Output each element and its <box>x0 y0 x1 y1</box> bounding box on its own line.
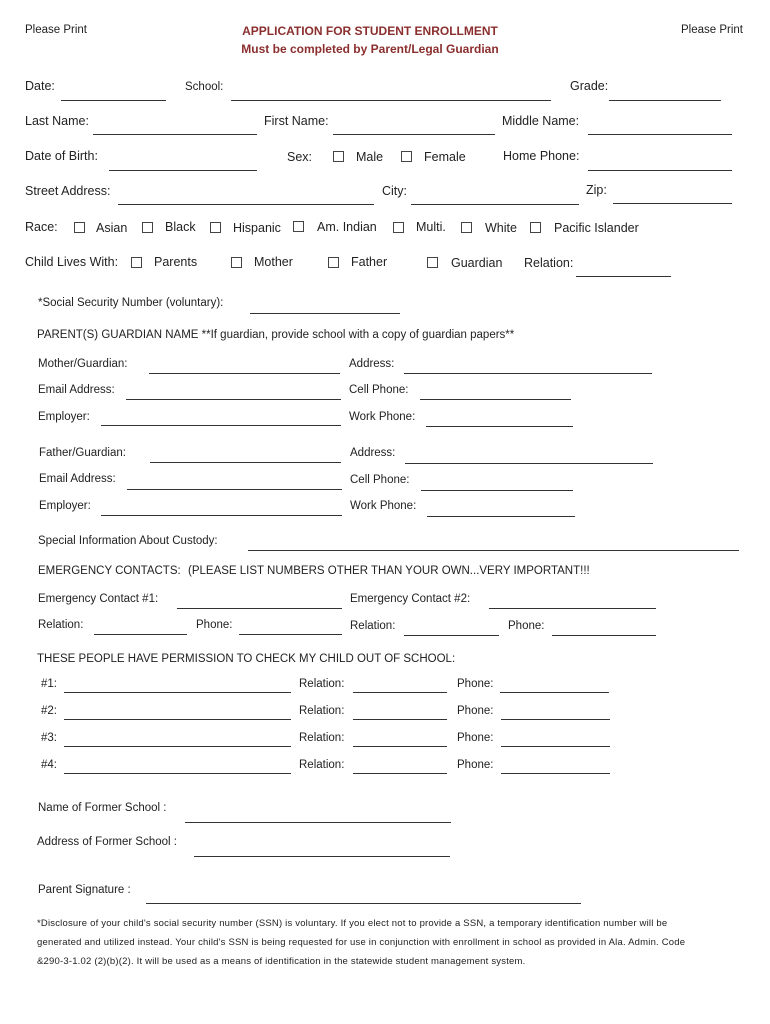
emergency-contact-1-label: Emergency Contact #1: <box>38 593 159 605</box>
mother-email-field[interactable] <box>126 399 341 400</box>
checkout-2-label: #2: <box>41 705 57 717</box>
mother-employer-label: Employer: <box>38 411 90 423</box>
first-name-label: First Name: <box>264 114 329 128</box>
race-pacific-islander-label: Pacific Islander <box>554 221 639 235</box>
zip-field[interactable] <box>613 203 732 204</box>
emergency-contact-2-label: Emergency Contact #2: <box>350 593 471 605</box>
checkout-1-relation-field[interactable] <box>353 692 447 693</box>
checkout-4-phone-label: Phone: <box>457 759 494 771</box>
checkout-1-label: #1: <box>41 678 57 690</box>
checkout-4-relation-field[interactable] <box>353 773 447 774</box>
race-am-indian-checkbox[interactable] <box>293 221 304 232</box>
former-school-name-field[interactable] <box>185 822 451 823</box>
lives-with-guardian-checkbox[interactable] <box>427 257 438 268</box>
lives-with-mother-checkbox[interactable] <box>231 257 242 268</box>
mother-employer-field[interactable] <box>101 425 341 426</box>
race-hispanic-checkbox[interactable] <box>210 222 221 233</box>
date-field[interactable] <box>61 100 166 101</box>
parent-signature-label: Parent Signature : <box>38 884 131 896</box>
home-phone-label: Home Phone: <box>503 149 580 163</box>
emergency-1-relation-label: Relation: <box>38 619 84 631</box>
race-am-indian-label: Am. Indian <box>317 220 377 234</box>
checkout-3-label: #3: <box>41 732 57 744</box>
lives-with-guardian-label: Guardian <box>451 256 503 270</box>
please-print-right: Please Print <box>681 24 744 36</box>
dob-field[interactable] <box>109 170 257 171</box>
checkout-1-phone-field[interactable] <box>500 692 609 693</box>
race-white-checkbox[interactable] <box>461 222 472 233</box>
lives-with-father-label: Father <box>351 255 388 269</box>
home-phone-field[interactable] <box>588 170 732 171</box>
lives-with-parents-checkbox[interactable] <box>131 257 142 268</box>
father-employer-label: Employer: <box>39 500 91 512</box>
emergency-1-phone-field[interactable] <box>239 634 342 635</box>
father-cell-field[interactable] <box>421 490 573 491</box>
father-email-label: Email Address: <box>39 473 116 485</box>
race-hispanic-label: Hispanic <box>233 221 281 235</box>
race-pacific-islander-checkbox[interactable] <box>530 222 541 233</box>
checkout-3-phone-label: Phone: <box>457 732 494 744</box>
emergency-2-phone-label: Phone: <box>508 620 545 632</box>
checkout-2-phone-label: Phone: <box>457 705 494 717</box>
footnote-line-3: &290-3-1.02 (2)(b)(2). It will be used as a means of identification in the statewide student management system. <box>37 956 526 967</box>
mother-address-label: Address: <box>349 358 395 370</box>
mother-address-field[interactable] <box>404 373 652 374</box>
emergency-contact-2-field[interactable] <box>489 608 656 609</box>
emergency-heading: EMERGENCY CONTACTS: <box>38 565 181 577</box>
lives-with-relation-field[interactable] <box>576 276 671 277</box>
ssn-label: *Social Security Number (voluntary): <box>38 297 224 309</box>
emergency-2-phone-field[interactable] <box>552 635 656 636</box>
middle-name-label: Middle Name: <box>502 114 580 128</box>
race-multi-label: Multi. <box>416 220 446 234</box>
lives-with-parents-label: Parents <box>154 255 198 269</box>
mother-email-label: Email Address: <box>38 384 115 396</box>
emergency-2-relation-field[interactable] <box>404 635 499 636</box>
former-school-name-label: Name of Former School : <box>38 802 167 814</box>
footnote-line-2: generated and utilized instead. Your child's SSN is being requested for use in conjunction with enrollment in school as provided in Ala. Admin. Code <box>37 937 686 948</box>
street-address-label: Street Address: <box>25 184 111 198</box>
checkout-2-relation-field[interactable] <box>353 719 447 720</box>
father-email-field[interactable] <box>127 489 342 490</box>
checkout-2-name-field[interactable] <box>64 719 291 720</box>
grade-field[interactable] <box>609 100 721 101</box>
ssn-field[interactable] <box>250 313 400 314</box>
city-field[interactable] <box>411 204 579 205</box>
emergency-1-relation-field[interactable] <box>94 634 187 635</box>
mother-label: Mother/Guardian: <box>38 358 128 370</box>
checkout-4-relation-label: Relation: <box>299 759 345 771</box>
male-label: Male <box>356 150 384 164</box>
father-label: Father/Guardian: <box>39 447 126 459</box>
custody-field[interactable] <box>248 550 739 551</box>
mother-cell-field[interactable] <box>420 399 571 400</box>
race-label: Race: <box>25 220 58 234</box>
ssn-disclosure-footnote <box>37 914 737 971</box>
mother-cell-label: Cell Phone: <box>349 384 409 396</box>
lives-with-label: Child Lives With: <box>25 255 119 269</box>
last-name-field[interactable] <box>93 134 257 135</box>
female-label: Female <box>424 150 466 164</box>
emergency-2-relation-label: Relation: <box>350 620 396 632</box>
race-black-checkbox[interactable] <box>142 222 153 233</box>
checkout-3-name-field[interactable] <box>64 746 291 747</box>
first-name-field[interactable] <box>333 134 495 135</box>
form-subtitle: Must be completed by Parent/Legal Guardian <box>241 42 499 56</box>
father-work-label: Work Phone: <box>350 500 417 512</box>
checkout-2-phone-field[interactable] <box>501 719 610 720</box>
city-label: City: <box>382 184 407 198</box>
grade-label: Grade: <box>570 79 609 93</box>
checkout-heading: THESE PEOPLE HAVE PERMISSION TO CHECK MY CHILD OUT OF SCHOOL: <box>37 653 456 665</box>
checkout-4-name-field[interactable] <box>64 773 291 774</box>
checkout-4-phone-field[interactable] <box>501 773 610 774</box>
zip-label: Zip: <box>586 183 607 197</box>
checkout-1-relation-label: Relation: <box>299 678 345 690</box>
lives-with-father-checkbox[interactable] <box>328 257 339 268</box>
checkout-1-name-field[interactable] <box>64 692 291 693</box>
middle-name-field[interactable] <box>588 134 732 135</box>
mother-work-label: Work Phone: <box>349 411 416 423</box>
former-school-address-field[interactable] <box>194 856 450 857</box>
father-address-field[interactable] <box>405 463 653 464</box>
last-name-label: Last Name: <box>25 114 89 128</box>
father-work-field[interactable] <box>427 516 575 517</box>
please-print-left: Please Print <box>25 24 88 36</box>
checkout-1-phone-label: Phone: <box>457 678 494 690</box>
checkout-3-relation-field[interactable] <box>353 746 447 747</box>
checkout-3-phone-field[interactable] <box>501 746 610 747</box>
father-field[interactable] <box>150 462 341 463</box>
race-multi-checkbox[interactable] <box>393 222 404 233</box>
checkout-2-relation-label: Relation: <box>299 705 345 717</box>
parent-signature-field[interactable] <box>146 903 581 904</box>
date-label: Date: <box>25 79 55 93</box>
race-asian-label: Asian <box>96 221 128 235</box>
dob-label: Date of Birth: <box>25 149 98 163</box>
former-school-address-label: Address of Former School : <box>37 836 177 848</box>
mother-field[interactable] <box>149 373 340 374</box>
race-black-label: Black <box>165 220 196 234</box>
father-cell-label: Cell Phone: <box>350 474 410 486</box>
custody-label: Special Information About Custody: <box>38 535 218 547</box>
street-address-field[interactable] <box>118 204 374 205</box>
school-label: School: <box>185 81 224 93</box>
mother-work-field[interactable] <box>426 426 573 427</box>
form-title: APPLICATION FOR STUDENT ENROLLMENT <box>242 24 498 38</box>
race-asian-checkbox[interactable] <box>74 222 85 233</box>
emergency-1-phone-label: Phone: <box>196 619 233 631</box>
school-field[interactable] <box>231 100 551 101</box>
lives-with-relation-label: Relation: <box>524 256 574 270</box>
footnote-line-1: *Disclosure of your child's social security number (SSN) is voluntary. If you elect not to provide a SSN, a temporary identification number will be <box>37 918 668 929</box>
father-address-label: Address: <box>350 447 396 459</box>
emergency-contact-1-field[interactable] <box>177 608 342 609</box>
father-employer-field[interactable] <box>101 515 342 516</box>
sex-label: Sex: <box>287 150 313 164</box>
female-checkbox[interactable] <box>401 151 412 162</box>
lives-with-mother-label: Mother <box>254 255 293 269</box>
male-checkbox[interactable] <box>333 151 344 162</box>
checkout-3-relation-label: Relation: <box>299 732 345 744</box>
emergency-note: (PLEASE LIST NUMBERS OTHER THAN YOUR OWN...VERY IMPORTANT!!! <box>188 565 590 577</box>
guardian-heading: PARENT(S) GUARDIAN NAME **If guardian, provide school with a copy of guardian papers** <box>37 329 515 341</box>
race-white-label: White <box>485 221 517 235</box>
checkout-4-label: #4: <box>41 759 57 771</box>
